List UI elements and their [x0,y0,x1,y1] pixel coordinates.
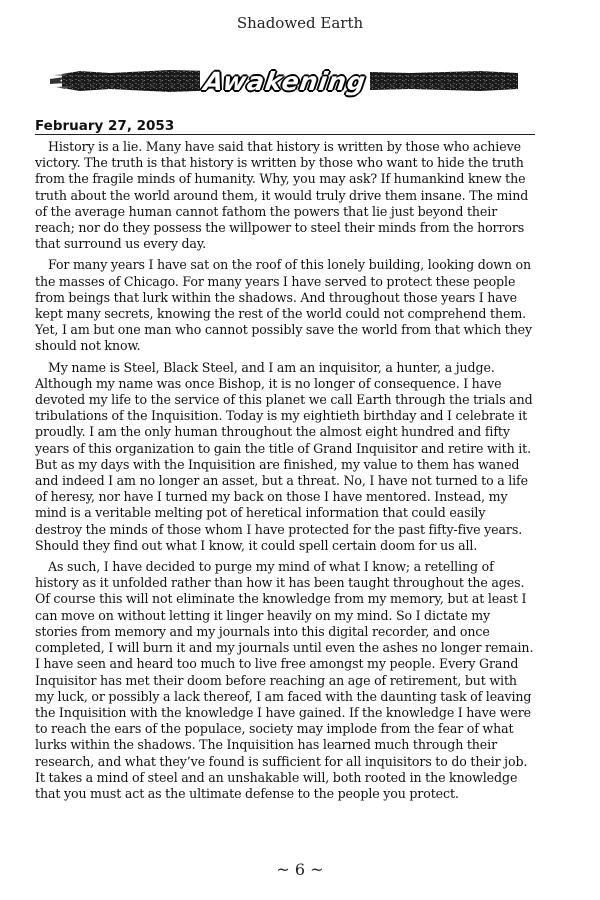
paragraph: For many years I have sat on the roof of this lonely building, looking down on the masses of Chicago. For many years I have served to protect these people from beings that lurk within the shadows. And throughout those years I have kept many secrets, knowing the rest of the world could not comprehend them. Yet, I am but one man who cannot possibly save the world from that which they should not know. [35,257,533,354]
paragraph: As such, I have decided to purge my mind of what I know; a retelling of history as it unfolded rather than how it has been taught throughout the ages. Of course this will not eliminate the knowledge from my memory, but at least I can move on without letting it linger heavily on my mind. So I dictate my stories from memory and my journals into this digital recorder, and once completed, I will burn it and my journals until even the ashes no longer remain. I have seen and heard too much to live free amongst my people. Every Grand Inquisitor has met their doom before reaching an age of retirement, but with my luck, or possibly a lack thereof, I am faced with the daunting task of leaving the Inquisition with the knowledge I have gained. If the knowledge I have were to reach the ears of the populace, society may implode from the fear of what lurks within the shadows. The Inquisition has learned much through their research, and what they’ve found is sufficient for all inquisitors to do their job. It takes a mind of steel and an unshakable will, both rooted in the knowledge that you must act as the ultimate defense to the people you protect. [35,559,534,801]
running-header-title: Shadowed Earth [236,14,364,32]
entry-body [35,139,535,802]
journal-entry [35,118,535,807]
chapter-title: Awakening [201,66,369,96]
chapter-banner [50,62,520,100]
page-number: ~ 6 ~ [276,860,324,879]
entry-date: February 27, 2053 [35,118,535,135]
paragraph: My name is Steel, Black Steel, and I am an inquisitor, a hunter, a judge. Although my name was once Bishop, it is no longer of consequence. I have devoted my life to the service of this planet we call Earth through the trials and tribulations of the Inquisition. Today is my eightieth birthday and I celebrate it proudly. I am the only human throughout the almost eight hundred and fifty years of this organization to gain the title of Grand Inquisitor and retire with it. But as my days with the Inquisition are finished, my value to them has waned and indeed I am no longer an asset, but a threat. No, I have not turned to a life of heresy, nor have I turned my back on those I have mentored. Instead, my mind is a veritable melting pot of heretical information that could easily destroy the minds of those whom I have protected for the past fifty-five years. Should they find out what I know, it could spell certain doom for us all. [35,359,533,553]
chapter-title-wrap [50,62,520,100]
paragraph: History is a lie. Many have said that history is written by those who achieve victory. The truth is that history is written by those who want to hide the truth from the fragile minds of humanity. Why, you may ask? If humankind knew the truth about the world around them, it would truly drive them insane. The mind of the average human cannot fathom the powers that lie just beyond their reach; nor do they possess the willpower to steel their minds from the horrors that surround us every day. [35,139,529,252]
